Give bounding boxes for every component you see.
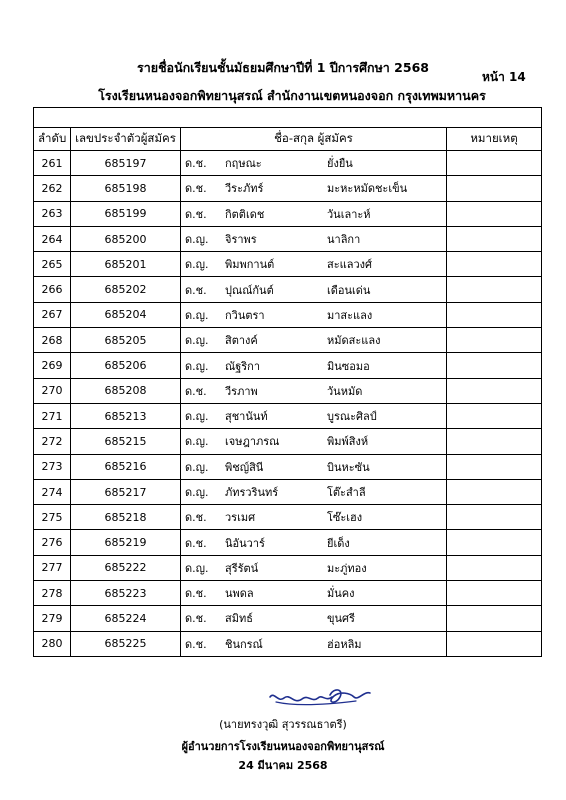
row-number: 265 bbox=[34, 252, 71, 277]
column-header-no: ลำดับ bbox=[34, 128, 71, 151]
note-cell bbox=[447, 176, 542, 201]
name-prefix: ด.ช. bbox=[185, 283, 207, 297]
note-cell bbox=[447, 631, 542, 656]
table-row bbox=[34, 429, 542, 454]
applicant-id: 685204 bbox=[71, 302, 181, 327]
applicant-name bbox=[181, 631, 447, 656]
applicant-id: 685219 bbox=[71, 530, 181, 555]
table-row bbox=[34, 353, 542, 378]
last-name: มาสะแลง bbox=[327, 308, 373, 322]
row-number: 279 bbox=[34, 606, 71, 631]
applicant-name bbox=[181, 555, 447, 580]
table-row bbox=[34, 606, 542, 631]
table-row bbox=[34, 454, 542, 479]
applicant-id: 685213 bbox=[71, 403, 181, 428]
first-name: ภัทรวรินทร์ bbox=[225, 486, 279, 499]
last-name: โต๊ะสำลี bbox=[327, 486, 366, 499]
note-cell bbox=[447, 454, 542, 479]
name-prefix: ด.ช. bbox=[185, 587, 207, 601]
note-cell bbox=[447, 505, 542, 530]
applicant-id: 685224 bbox=[71, 606, 181, 631]
applicant-id: 685218 bbox=[71, 505, 181, 530]
first-name: ปุณณ์กันต์ bbox=[225, 283, 274, 297]
note-cell bbox=[447, 403, 542, 428]
signatory-name: (นายทรงวุฒิ สุวรรณธาตรี) bbox=[219, 718, 347, 731]
name-prefix: ด.ญ. bbox=[185, 359, 209, 373]
last-name: ยั่งยืน bbox=[327, 157, 353, 171]
name-prefix: ด.ช. bbox=[185, 182, 207, 196]
note-cell bbox=[447, 328, 542, 353]
applicant-id: 685198 bbox=[71, 176, 181, 201]
school-title: โรงเรียนหนองจอกพิทยานุสรณ์ สำนักงานเขตหนองจอก กรุงเทพมหานคร bbox=[98, 88, 486, 103]
applicant-name bbox=[181, 353, 447, 378]
blank-cell bbox=[34, 108, 542, 128]
applicant-name bbox=[181, 378, 447, 403]
row-number: 267 bbox=[34, 302, 71, 327]
first-name: กวินตรา bbox=[225, 308, 265, 322]
applicant-name bbox=[181, 581, 447, 606]
first-name: นิอันวาร์ bbox=[225, 536, 265, 550]
name-prefix: ด.ญ. bbox=[185, 308, 209, 322]
name-prefix: ด.ญ. bbox=[185, 233, 209, 247]
note-cell bbox=[447, 353, 542, 378]
name-prefix: ด.ญ. bbox=[185, 486, 209, 499]
applicant-id: 685200 bbox=[71, 226, 181, 251]
name-prefix: ด.ช. bbox=[185, 511, 207, 525]
first-name: สุชานันท์ bbox=[225, 410, 268, 424]
table-blank-row bbox=[34, 108, 542, 128]
applicant-name bbox=[181, 606, 447, 631]
name-prefix: ด.ญ. bbox=[185, 258, 209, 272]
applicant-id: 685206 bbox=[71, 353, 181, 378]
last-name: วันหมัด bbox=[327, 384, 363, 398]
last-name: ฮ่อหลิม bbox=[327, 637, 362, 651]
signature-image bbox=[264, 683, 374, 709]
row-number: 278 bbox=[34, 581, 71, 606]
note-cell bbox=[447, 555, 542, 580]
applicant-id: 685202 bbox=[71, 277, 181, 302]
first-name: เจษฎาภรณ bbox=[225, 435, 280, 449]
first-name: จิราพร bbox=[225, 233, 257, 247]
last-name: บูรณะศิลป์ bbox=[327, 410, 377, 424]
table-row bbox=[34, 403, 542, 428]
last-name: วันเลาะห์ bbox=[327, 207, 371, 221]
name-prefix: ด.ญ. bbox=[185, 334, 209, 348]
first-name: นพดล bbox=[225, 587, 254, 601]
name-prefix: ด.ช. bbox=[185, 637, 207, 651]
row-number: 273 bbox=[34, 454, 71, 479]
table-row bbox=[34, 581, 542, 606]
note-cell bbox=[447, 429, 542, 454]
note-cell bbox=[447, 151, 542, 176]
name-prefix: ด.ช. bbox=[185, 536, 207, 550]
applicant-id: 685201 bbox=[71, 252, 181, 277]
first-name: พิชญ์สินี bbox=[225, 460, 264, 474]
row-number: 271 bbox=[34, 403, 71, 428]
column-header-name: ชื่อ-สกุล ผู้สมัคร bbox=[181, 128, 447, 151]
applicant-id: 685197 bbox=[71, 151, 181, 176]
table-header-row bbox=[34, 128, 542, 151]
table-row bbox=[34, 530, 542, 555]
table-row bbox=[34, 151, 542, 176]
first-name: วรเมศ bbox=[225, 511, 256, 525]
name-prefix: ด.ญ. bbox=[185, 410, 209, 424]
note-cell bbox=[447, 302, 542, 327]
first-name: สมิทธ์ bbox=[225, 612, 253, 626]
applicant-name bbox=[181, 479, 447, 504]
applicant-id: 685217 bbox=[71, 479, 181, 504]
table-row bbox=[34, 328, 542, 353]
name-prefix: ด.ญ. bbox=[185, 435, 209, 449]
first-name: ชินกรณ์ bbox=[225, 637, 263, 651]
name-prefix: ด.ญ. bbox=[185, 460, 209, 474]
last-name: มะภู่ทอง bbox=[327, 561, 367, 575]
last-name: มินซอมอ bbox=[327, 359, 370, 373]
row-number: 262 bbox=[34, 176, 71, 201]
table-row bbox=[34, 302, 542, 327]
applicant-name bbox=[181, 328, 447, 353]
note-cell bbox=[447, 226, 542, 251]
name-prefix: ด.ช. bbox=[185, 157, 207, 171]
note-cell bbox=[447, 530, 542, 555]
table-row bbox=[34, 226, 542, 251]
row-number: 261 bbox=[34, 151, 71, 176]
note-cell bbox=[447, 581, 542, 606]
applicant-id: 685222 bbox=[71, 555, 181, 580]
applicant-id: 685215 bbox=[71, 429, 181, 454]
last-name: ขุนศรี bbox=[327, 612, 355, 626]
table-row bbox=[34, 252, 542, 277]
last-name: นาลิกา bbox=[327, 233, 361, 247]
last-name: เดือนเด่น bbox=[327, 283, 371, 297]
last-name: โซ๊ะเฮง bbox=[327, 511, 363, 525]
first-name: กฤษณะ bbox=[225, 157, 262, 171]
name-prefix: ด.ช. bbox=[185, 384, 207, 398]
page-number: หน้า 14 bbox=[482, 70, 526, 84]
first-name: สิตางค์ bbox=[225, 334, 258, 348]
last-name: สะแลวงศ์ bbox=[327, 258, 372, 272]
row-number: 269 bbox=[34, 353, 71, 378]
name-prefix: ด.ญ. bbox=[185, 561, 209, 575]
document-title: รายชื่อนักเรียนชั้นมัธยมศึกษาปีที่ 1 ปีการศึกษา 2568 bbox=[137, 60, 429, 75]
note-cell bbox=[447, 201, 542, 226]
note-cell bbox=[447, 479, 542, 504]
row-number: 274 bbox=[34, 479, 71, 504]
name-prefix: ด.ช. bbox=[185, 207, 207, 221]
applicant-name bbox=[181, 302, 447, 327]
note-cell bbox=[447, 277, 542, 302]
row-number: 266 bbox=[34, 277, 71, 302]
row-number: 272 bbox=[34, 429, 71, 454]
last-name: พิมพ์สิงห์ bbox=[327, 435, 369, 449]
table-row bbox=[34, 555, 542, 580]
student-table bbox=[33, 107, 542, 657]
last-name: มั่นคง bbox=[327, 587, 355, 601]
applicant-id: 685223 bbox=[71, 581, 181, 606]
last-name: บินหะซัน bbox=[327, 460, 370, 474]
applicant-name bbox=[181, 403, 447, 428]
first-name: สุรีรัตน์ bbox=[225, 561, 259, 575]
table-row bbox=[34, 378, 542, 403]
signatory-position: ผู้อำนวยการโรงเรียนหนองจอกพิทยานุสรณ์ bbox=[181, 740, 385, 753]
row-number: 268 bbox=[34, 328, 71, 353]
row-number: 280 bbox=[34, 631, 71, 656]
applicant-id: 685205 bbox=[71, 328, 181, 353]
table-row bbox=[34, 201, 542, 226]
first-name: ณัฐริกา bbox=[225, 359, 261, 373]
table-row bbox=[34, 479, 542, 504]
applicant-id: 685199 bbox=[71, 201, 181, 226]
table-row bbox=[34, 631, 542, 656]
applicant-id: 685208 bbox=[71, 378, 181, 403]
applicant-name bbox=[181, 429, 447, 454]
applicant-name bbox=[181, 226, 447, 251]
applicant-name bbox=[181, 454, 447, 479]
applicant-id: 685225 bbox=[71, 631, 181, 656]
table-row bbox=[34, 176, 542, 201]
applicant-id: 685216 bbox=[71, 454, 181, 479]
row-number: 276 bbox=[34, 530, 71, 555]
row-number: 277 bbox=[34, 555, 71, 580]
applicant-name bbox=[181, 201, 447, 226]
first-name: วีระภัทร์ bbox=[225, 182, 264, 196]
applicant-name bbox=[181, 505, 447, 530]
row-number: 275 bbox=[34, 505, 71, 530]
note-cell bbox=[447, 378, 542, 403]
applicant-name bbox=[181, 530, 447, 555]
applicant-name bbox=[181, 176, 447, 201]
document-date: 24 มีนาคม 2568 bbox=[238, 759, 328, 772]
table-row bbox=[34, 505, 542, 530]
row-number: 263 bbox=[34, 201, 71, 226]
note-cell bbox=[447, 252, 542, 277]
applicant-name bbox=[181, 151, 447, 176]
last-name: ยีเด็ง bbox=[327, 536, 350, 550]
last-name: มะหะหมัดชะเข็น bbox=[327, 182, 408, 196]
first-name: พิมพกานต์ bbox=[225, 258, 275, 272]
applicant-name bbox=[181, 252, 447, 277]
applicant-name bbox=[181, 277, 447, 302]
last-name: หมัดสะแลง bbox=[327, 334, 381, 348]
name-prefix: ด.ช. bbox=[185, 612, 207, 626]
column-header-note: หมายเหตุ bbox=[447, 128, 542, 151]
first-name: วีรภาพ bbox=[225, 384, 258, 398]
row-number: 270 bbox=[34, 378, 71, 403]
first-name: กิตติเดช bbox=[225, 207, 265, 221]
column-header-id: เลขประจำตัวผู้สมัคร bbox=[71, 128, 181, 151]
table-row bbox=[34, 277, 542, 302]
note-cell bbox=[447, 606, 542, 631]
row-number: 264 bbox=[34, 226, 71, 251]
